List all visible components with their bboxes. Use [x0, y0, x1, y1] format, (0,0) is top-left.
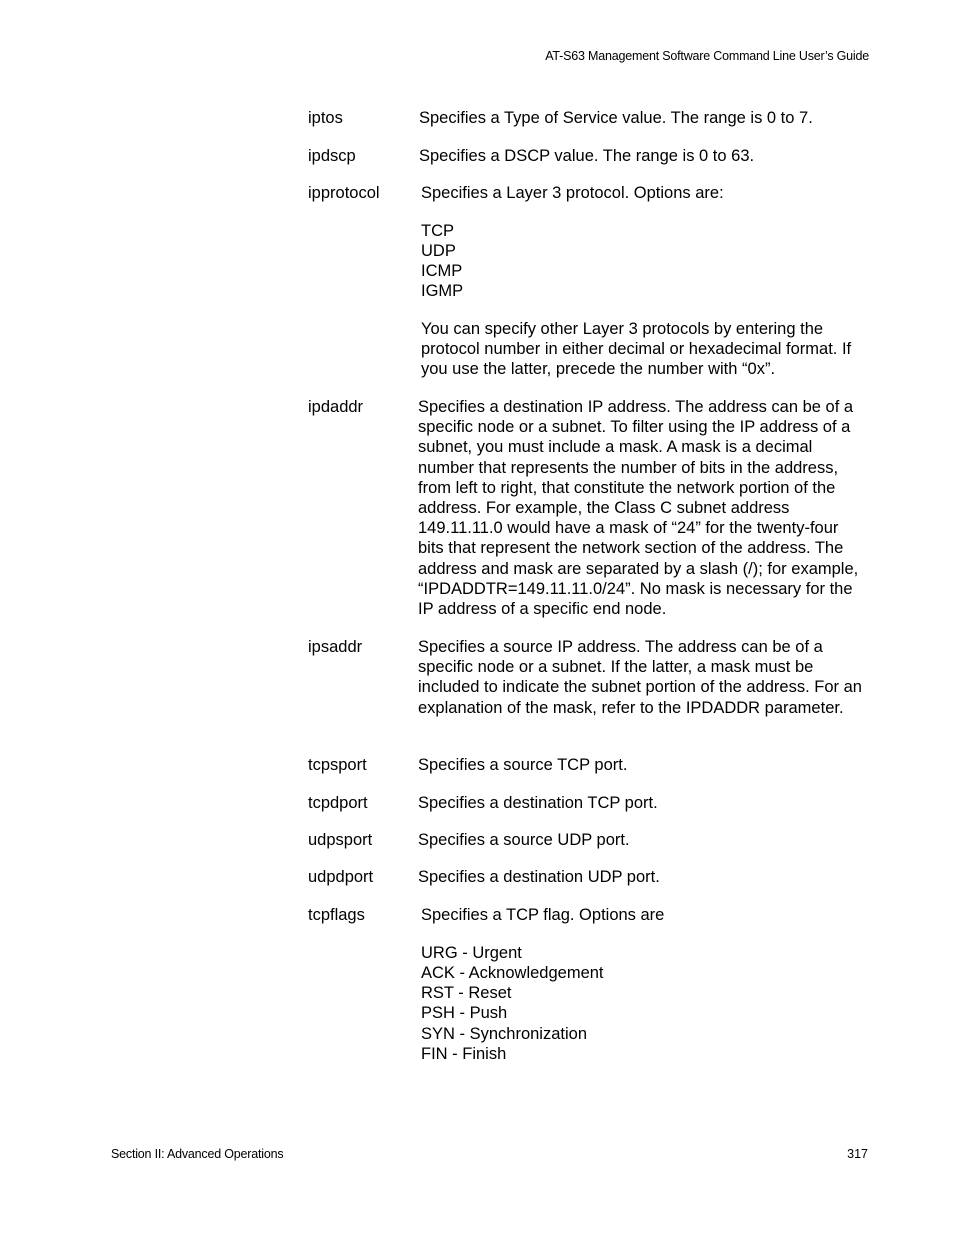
option-item: IGMP — [421, 282, 464, 301]
param-name: ipprotocol — [308, 184, 380, 202]
param-description — [421, 183, 871, 380]
option-list — [421, 221, 871, 302]
param-description — [418, 397, 868, 619]
description-text: Specifies a destination IP address. The address can be of a specific node or a subnet. To filter using the IP address of a subnet, you must include a mask. A mask is a decimal number that represents the number of bits in the address, from left to right, that constitute the network portion of the address. For example, the Class C subnet address 149.11.11.0 would have a mask of “24” for the twenty-four bits that represent the network section of the address. The address and mask are separated by a slash (/); for example, “IPDADDTR=149.11.11.0/24”. No mask is necessary for the IP address of a specific end node. — [418, 398, 859, 619]
description-text: Specifies a destination TCP port. — [418, 794, 658, 812]
option-item: ICMP — [421, 262, 463, 281]
description-text: Specifies a DSCP value. The range is 0 to 63. — [419, 147, 755, 165]
param-name: iptos — [308, 109, 343, 127]
description-text: Specifies a Type of Service value. The range is 0 to 7. — [419, 109, 813, 127]
param-name: ipdscp — [308, 147, 356, 165]
note-text: You can specify other Layer 3 protocols by entering the protocol number in either decimal or hexadecimal format. If you use the latter, precede the number with “0x”. — [421, 320, 852, 379]
param-name: tcpdport — [308, 794, 368, 812]
description-text: Specifies a Layer 3 protocol. Options are: — [421, 184, 724, 202]
option-item: PSH - Push — [421, 1004, 508, 1023]
option-list — [421, 943, 871, 1064]
description-text: Specifies a TCP flag. Options are — [421, 906, 665, 924]
option-item: RST - Reset — [421, 984, 512, 1003]
option-item: TCP — [421, 221, 454, 240]
param-name: ipdaddr — [308, 398, 364, 416]
param-description — [418, 637, 868, 718]
param-description — [419, 108, 869, 128]
option-item: URG - Urgent — [421, 943, 522, 962]
option-item: SYN - Synchronization — [421, 1024, 587, 1043]
option-item: UDP — [421, 241, 456, 260]
param-description — [418, 793, 868, 813]
param-name: udpdport — [308, 868, 374, 886]
param-name: tcpflags — [308, 906, 365, 924]
footer-section-title: Section II: Advanced Operations — [111, 1147, 284, 1161]
param-name: ipsaddr — [308, 638, 363, 656]
description-text: Specifies a source IP address. The address can be of a specific node or a subnet. If the latter, a mask must be included to indicate the subnet portion of the address. For an explanation of the mask, refer to the IPDADDR parameter. — [418, 638, 862, 717]
page-header: AT-S63 Management Software Command Line User’s Guide — [545, 49, 869, 63]
description-text: Specifies a source TCP port. — [418, 756, 628, 774]
param-description — [419, 146, 869, 166]
param-name: udpsport — [308, 831, 373, 849]
param-description — [418, 755, 868, 775]
option-item: FIN - Finish — [421, 1044, 507, 1063]
description-text: Specifies a destination UDP port. — [418, 868, 660, 886]
option-item: ACK - Acknowledgement — [421, 963, 604, 982]
param-description — [418, 830, 868, 850]
param-description — [421, 905, 871, 1064]
description-text: Specifies a source UDP port. — [418, 831, 630, 849]
param-name: tcpsport — [308, 756, 367, 774]
param-description — [418, 867, 868, 887]
page-number: 317 — [847, 1147, 868, 1161]
